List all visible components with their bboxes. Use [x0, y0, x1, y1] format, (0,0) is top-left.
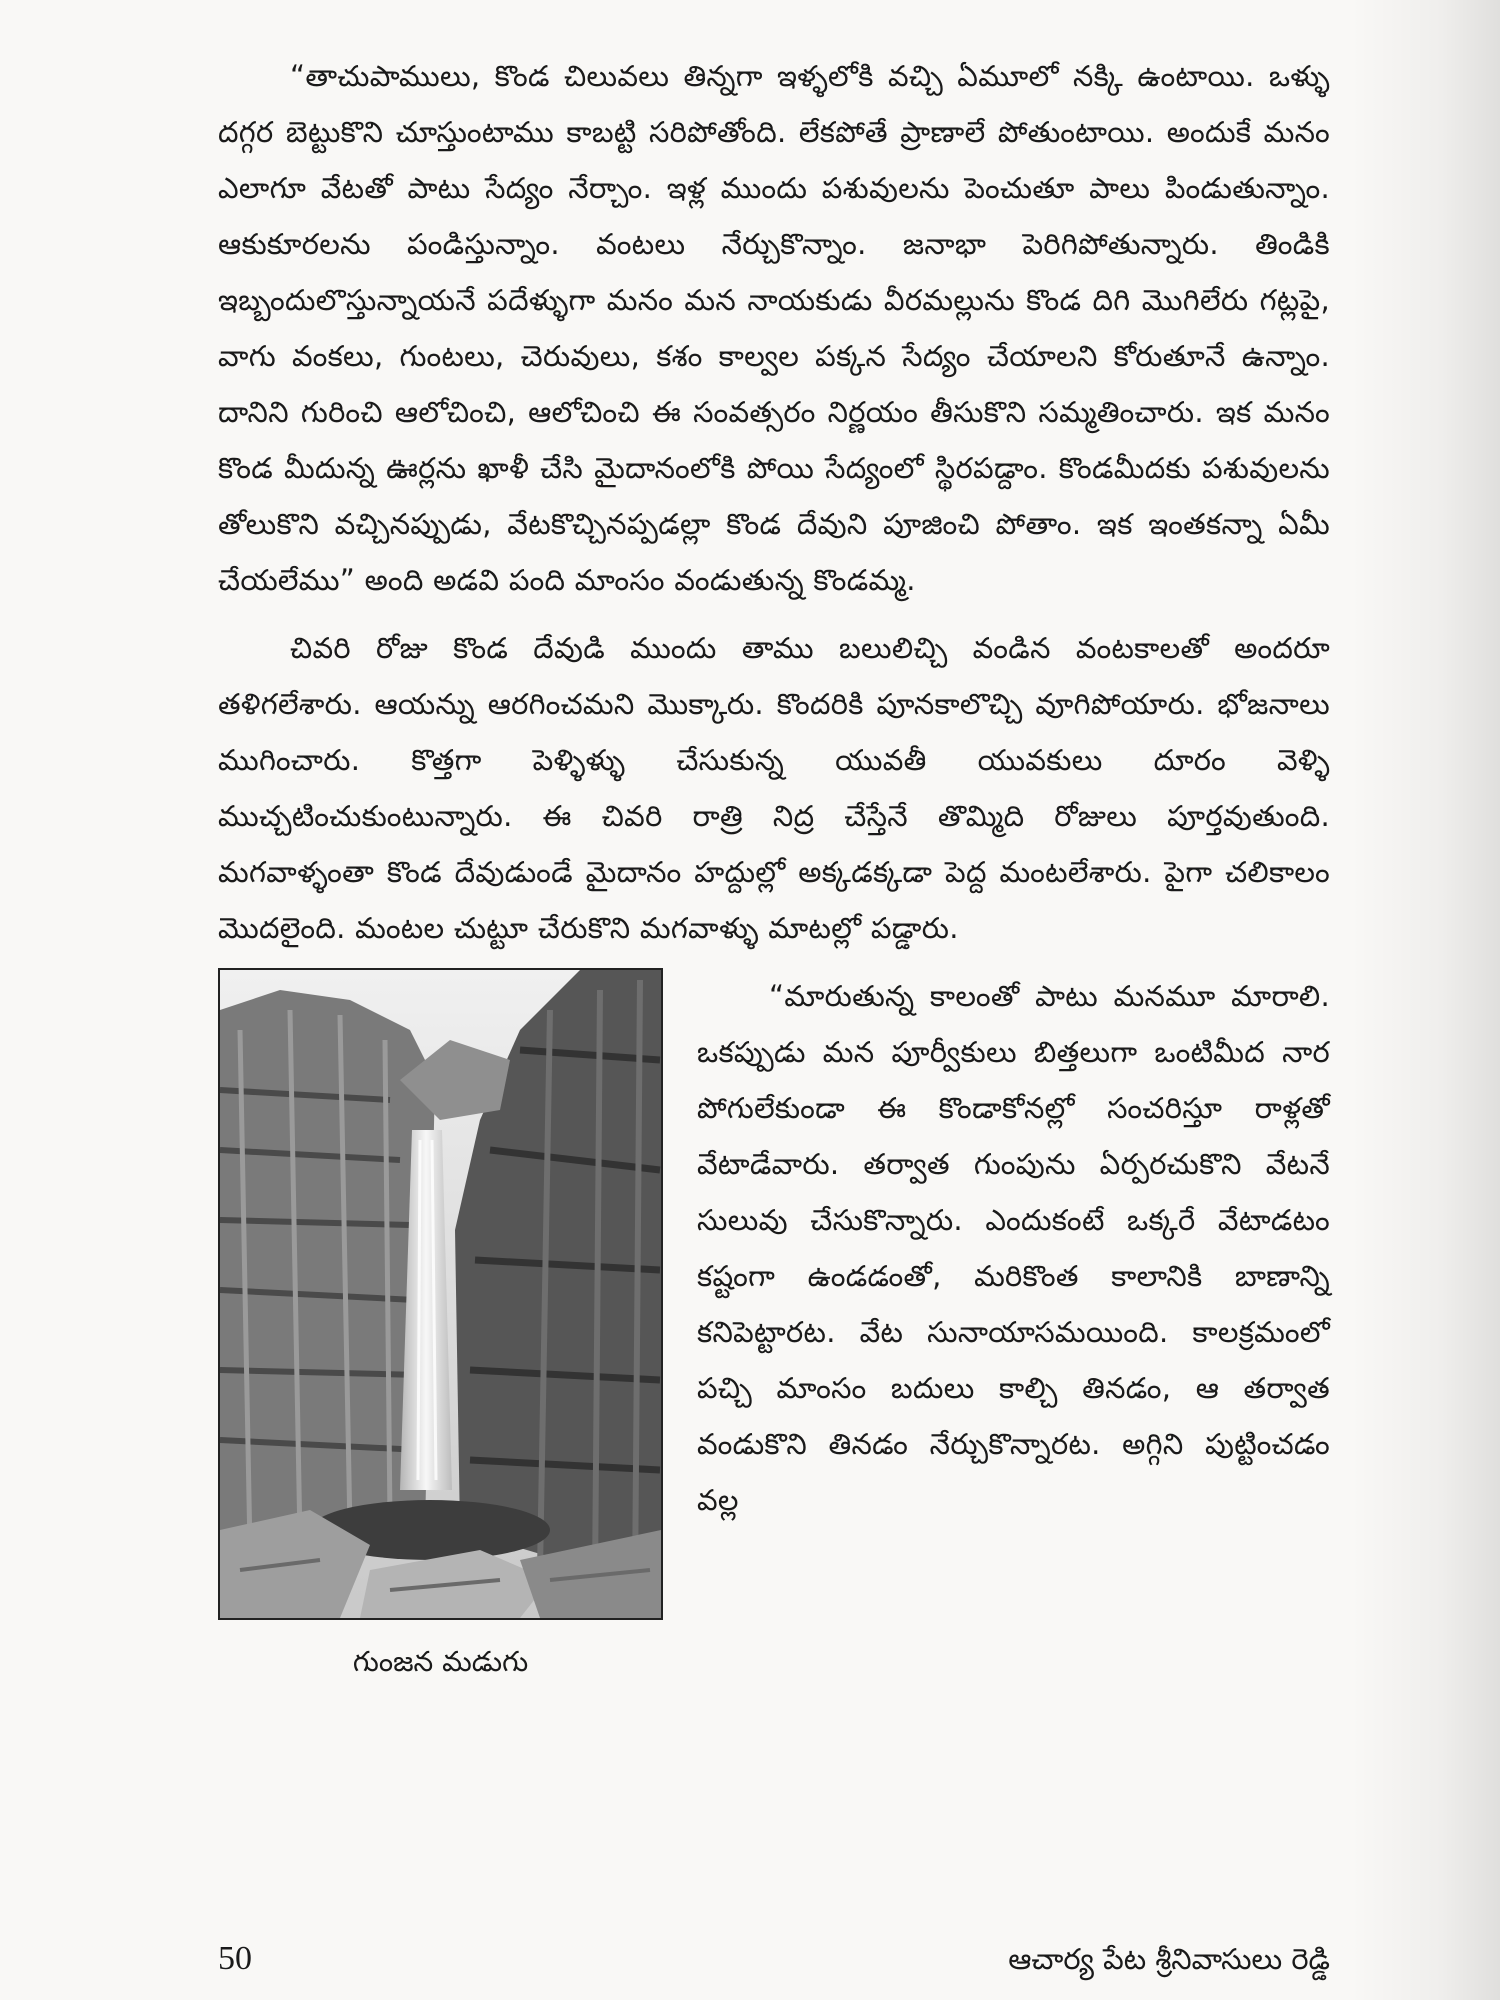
- paragraph-1: “తాచుపాములు, కొండ చిలువలు తిన్నగా ఇళ్ళలోకి వచ్చి ఏమూలో నక్కి ఉంటాయి. ఒళ్ళు దగ్గర బెట్టుకొని చూస్తుంటాము కాబట్టి సరిపోతోంది. లేకపోతే ప్రాణాలే పోతుంటాయి. అందుకే మనం ఎలాగూ వేటతో పాటు సేద్యం నేర్చాం. ఇళ్ల ముందు పశువులను పెంచుతూ పాలు పిండుతున్నాం. ఆకుకూరలను పండిస్తున్నాం. వంటలు నేర్చుకొన్నాం. జనాభా పెరిగిపోతున్నారు. తిండికి ఇబ్బందులొస్తున్నాయనే పదేళ్ళుగా మనం మన నాయకుడు వీరమల్లును కొండ దిగి మొగిలేరు గట్లపై, వాగు వంకలు, గుంటలు, చెరువులు, కశం కాల్వల పక్కన సేద్యం చేయాలని కోరుతూనే ఉన్నాం. దానిని గురించి ఆలోచించి, ఆలోచించి ఈ సంవత్సరం నిర్ణయం తీసుకొని సమ్మతించారు. ఇక మనం కొండ మీదున్న ఊర్లను ఖాళీ చేసి మైదానంలోకి పోయి సేద్యంలో స్థిరపడ్దాం. కొండమీదకు పశువులను తోలుకొని వచ్చినప్పుడు, వేటకొచ్చినప్పడల్లా కొండ దేవుని పూజించి పోతాం. ఇక ఇంతకన్నా ఏమీ చేయలేము” అంది అడవి పంది మాంసం వండుతున్న కొండమ్మ.: [218, 59, 1330, 597]
- waterfall-illustration: [220, 970, 661, 1618]
- paragraph-3: “మారుతున్న కాలంతో పాటు మనమూ మారాలి. ఒకప్పుడు మన పూర్వీకులు బిత్తలుగా ఒంటిమీద నార పోగులేకుండా ఈ కొండాకోనల్లో సంచరిస్తూ రాళ్లతో వేటాడేవారు. తర్వాత గుంపును ఏర్పరచుకొని వేటనే సులువు చేసుకొన్నారు. ఎందుకంటే ఒక్కరే వేటాడటం కష్టంగా ఉండడంతో, మరికొంత కాలానికి బాణాన్ని కనిపెట్టారట. వేట సునాయాసమయింది. కాలక్రమంలో పచ్చి మాంసం బదులు కాల్చి తినడం, ఆ తర్వాత వండుకొని తినడం నేర్చుకొన్నారట. అగ్గిని పుట్టించడం వల్ల: [697, 979, 1330, 1517]
- waterfall-photo: [218, 968, 663, 1620]
- waterfall-figure: [218, 968, 663, 1682]
- paragraph-2-text: చివరి రోజు కొండ దేవుడి ముందు తాము బలులిచ్చి వండిన వంటకాలతో అందరూ తళిగలేశారు. ఆయన్ను ఆరగించమని మొక్కారు. కొందరికి పూనకాలొచ్చి వూగిపోయారు. భోజనాలు ముగించారు. కొత్తగా పెళ్ళిళ్ళు చేసుకున్న యువతీ యువకులు దూరం వెళ్ళి ముచ్చటించుకుంటున్నారు. ఈ చివరి రాత్రి నిద్ర చేస్తేనే తొమ్మిది రోజులు పూర్తవుతుంది. మగవాళ్ళంతా కొండ దేవుడుండే మైదానం హద్దుల్లో అక్కడక్కడా పెద్ద మంటలేశారు. పైగా చలికాలం మొదలైంది. మంటల చుట్టూ చేరుకొని మగవాళ్ళు మాటల్లో పడ్డారు.: [218, 631, 1330, 945]
- paragraph-2-start: [218, 620, 1330, 956]
- page-fold-shadow: [1350, 0, 1500, 2000]
- page-body: [218, 48, 1330, 1682]
- page-number: 50: [218, 1940, 252, 1977]
- figure-caption: గుంజన మడుగు: [352, 1645, 529, 1678]
- author-footer: ఆచార్య పేట శ్రీనివాసులు రెడ్డి: [1008, 1942, 1330, 1976]
- page-footer: [218, 1940, 1330, 1990]
